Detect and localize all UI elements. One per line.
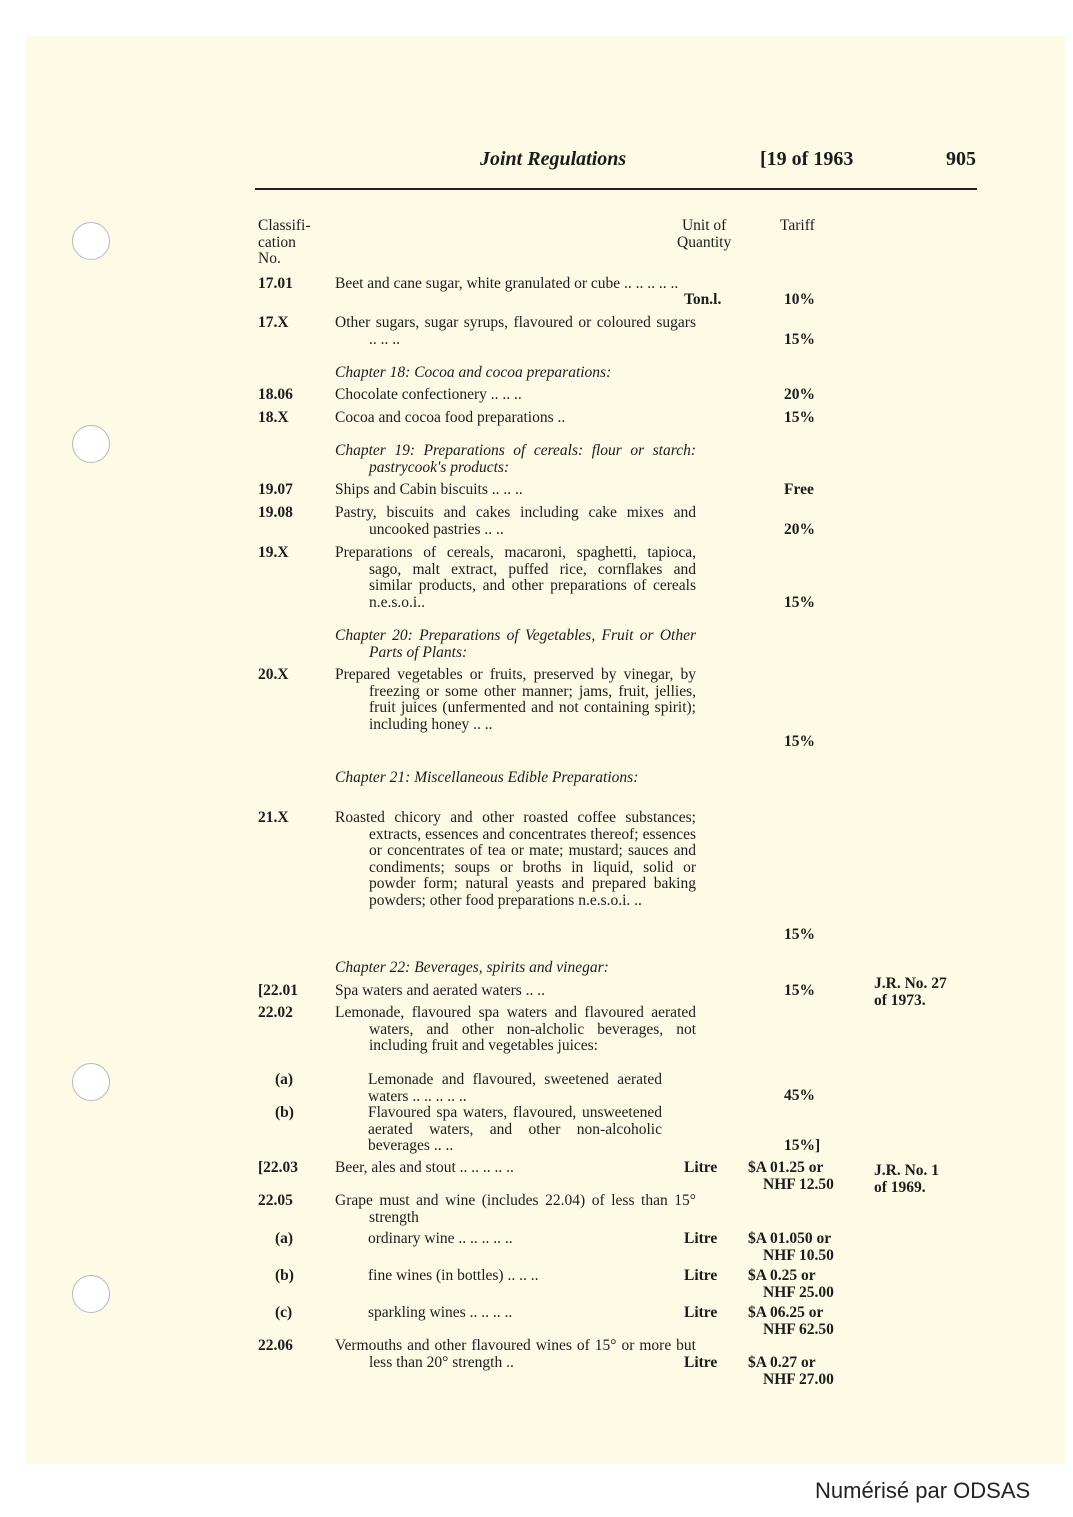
tariff-rate (748, 1231, 834, 1264)
column-header-unit: Unit of Quantity (677, 217, 732, 251)
tariff-rate: 15% (784, 733, 815, 750)
item-description: Other sugars, sugar syrups, flavoured or coloured sugars .. .. .. (335, 314, 696, 348)
tariff-rate-dollar: $A 01.25 or (748, 1159, 824, 1176)
tariff-rate: 15% (784, 331, 815, 348)
classification-number: [22.01 (258, 982, 299, 999)
chapter-heading: Chapter 22: Beverages, spirits and vinegar: (335, 959, 609, 976)
item-description: Pastry, biscuits and cakes including cake mixes and uncooked pastries .. .. (335, 504, 696, 538)
tariff-rate (748, 1268, 834, 1301)
unit-of-quantity: Ton.l. (684, 291, 722, 308)
item-description: Lemonade, flavoured spa waters and flavoured aerated waters, and other non-alcholic beverages, not including fruit and vegetables juices: (335, 1004, 696, 1055)
column-header-classification: Classifi- cation No. (258, 217, 311, 268)
tariff-rate: 10% (784, 291, 815, 308)
item-description: Flavoured spa waters, flavoured, unsweetened aerated waters, and other non-alcoholic beverages .. .. (368, 1104, 662, 1155)
item-description: Grape must and wine (includes 22.04) of less than 15° strength (335, 1192, 696, 1226)
chapter-heading: Chapter 20: Preparations of Vegetables, Fruit or Other Parts of Plants: (335, 627, 696, 661)
tariff-rate-dollar: $A 06.25 or (748, 1304, 824, 1321)
tariff-rate-dollar: $A 0.25 or (748, 1267, 816, 1284)
tariff-rate: 15% (784, 926, 815, 943)
tariff-rate-nhf: NHF 10.50 (763, 1246, 834, 1264)
unit-of-quantity: Litre (684, 1304, 718, 1321)
punch-hole (72, 222, 110, 260)
classification-number: 19.X (258, 544, 289, 561)
tariff-rate-nhf: NHF 27.00 (763, 1370, 834, 1388)
tariff-rate: Free (784, 481, 814, 498)
item-description: sparkling wines .. .. .. .. (368, 1304, 513, 1321)
unit-of-quantity: Litre (684, 1159, 718, 1176)
item-description: Chocolate confectionery .. .. .. (335, 386, 522, 403)
tariff-rate: 15% (784, 594, 815, 611)
item-description: ordinary wine .. .. .. .. .. (368, 1230, 513, 1247)
tariff-rate: 45% (784, 1087, 815, 1104)
tariff-rate: 20% (784, 386, 815, 403)
sub-item-letter: (b) (275, 1267, 294, 1284)
column-header-tariff: Tariff (780, 217, 815, 234)
punch-hole (72, 1063, 110, 1101)
sub-item-letter: (c) (275, 1304, 293, 1321)
tariff-rate-nhf: NHF 25.00 (763, 1283, 834, 1301)
chapter-heading: Chapter 19: Preparations of cereals: flour or starch: pastrycook's products: (335, 442, 696, 476)
tariff-rate: 15% (784, 982, 815, 999)
page-sheet (26, 36, 1066, 1464)
sub-item-letter: (a) (275, 1230, 294, 1247)
act-reference: [19 of 1963 (760, 148, 854, 170)
running-title: Joint Regulations (480, 148, 627, 170)
page-number: 905 (946, 148, 976, 170)
classification-number: 22.05 (258, 1192, 293, 1209)
tariff-rate (748, 1355, 834, 1388)
item-description: Prepared vegetables or fruits, preserved by vinegar, by freezing or some other manner; jams, fruit, jellies, fruit juices (unfermented and not containing spirit); including honey .. .. (335, 666, 696, 733)
item-description: Beet and cane sugar, white granulated or cube .. .. .. .. .. (335, 275, 679, 292)
classification-number: 18.X (258, 409, 289, 426)
item-description: Preparations of cereals, macaroni, spaghetti, tapioca, sago, malt extract, puffed rice, cornflakes and similar products, and other preparations of cereals n.e.s.o.i.. (335, 544, 696, 611)
tariff-rate: 15%] (784, 1137, 821, 1154)
chapter-heading: Chapter 18: Cocoa and cocoa preparations: (335, 364, 612, 381)
unit-of-quantity: Litre (684, 1354, 718, 1371)
classification-number: 20.X (258, 666, 289, 683)
tariff-rate-nhf: NHF 62.50 (763, 1320, 834, 1338)
item-description: Cocoa and cocoa food preparations .. (335, 409, 566, 426)
amendment-note: J.R. No. 1 of 1969. (874, 1162, 940, 1196)
item-description: Roasted chicory and other roasted coffee substances; extracts, essences and concentrates thereof; essences or concentrates of tea or mate; mustard; sauces and condiments; soups or broths in liquid, solid or powder form; natural yeasts and prepared baking powders; other food preparations n.e.s.o.i. .. (335, 809, 696, 909)
tariff-rate-dollar: $A 01.050 or (748, 1230, 832, 1247)
amendment-note: J.R. No. 27 of 1973. (874, 975, 947, 1009)
tariff-rate (748, 1160, 834, 1193)
classification-number: 22.06 (258, 1337, 293, 1354)
item-description: fine wines (in bottles) .. .. .. (368, 1267, 539, 1284)
classification-number: 19.07 (258, 481, 293, 498)
tariff-rate: 15% (784, 409, 815, 426)
unit-of-quantity: Litre (684, 1267, 718, 1284)
classification-number: [22.03 (258, 1159, 299, 1176)
tariff-rate (748, 1305, 834, 1338)
unit-of-quantity: Litre (684, 1230, 718, 1247)
punch-hole (72, 1275, 110, 1313)
item-description: Beer, ales and stout .. .. .. .. .. (335, 1159, 514, 1176)
classification-number: 22.02 (258, 1004, 293, 1021)
item-description: Lemonade and flavoured, sweetened aerated waters .. .. .. .. .. (368, 1071, 662, 1105)
classification-number: 19.08 (258, 504, 293, 521)
sub-item-letter: (b) (275, 1104, 294, 1121)
classification-number: 18.06 (258, 386, 293, 403)
sub-item-letter: (a) (275, 1071, 294, 1088)
item-description: Vermouths and other flavoured wines of 15° or more but less than 20° strength .. (335, 1337, 696, 1371)
digitization-watermark: Numérisé par ODSAS (815, 1478, 1031, 1503)
tariff-rate: 20% (784, 521, 815, 538)
item-description: Ships and Cabin biscuits .. .. .. (335, 481, 523, 498)
classification-number: 17.01 (258, 275, 293, 292)
chapter-heading: Chapter 21: Miscellaneous Edible Preparations: (335, 769, 639, 786)
tariff-rate-dollar: $A 0.27 or (748, 1354, 816, 1371)
punch-hole (72, 425, 110, 463)
tariff-rate-nhf: NHF 12.50 (763, 1175, 834, 1193)
header-rule (255, 188, 977, 190)
classification-number: 17.X (258, 314, 289, 331)
classification-number: 21.X (258, 809, 289, 826)
item-description: Spa waters and aerated waters .. .. (335, 982, 546, 999)
